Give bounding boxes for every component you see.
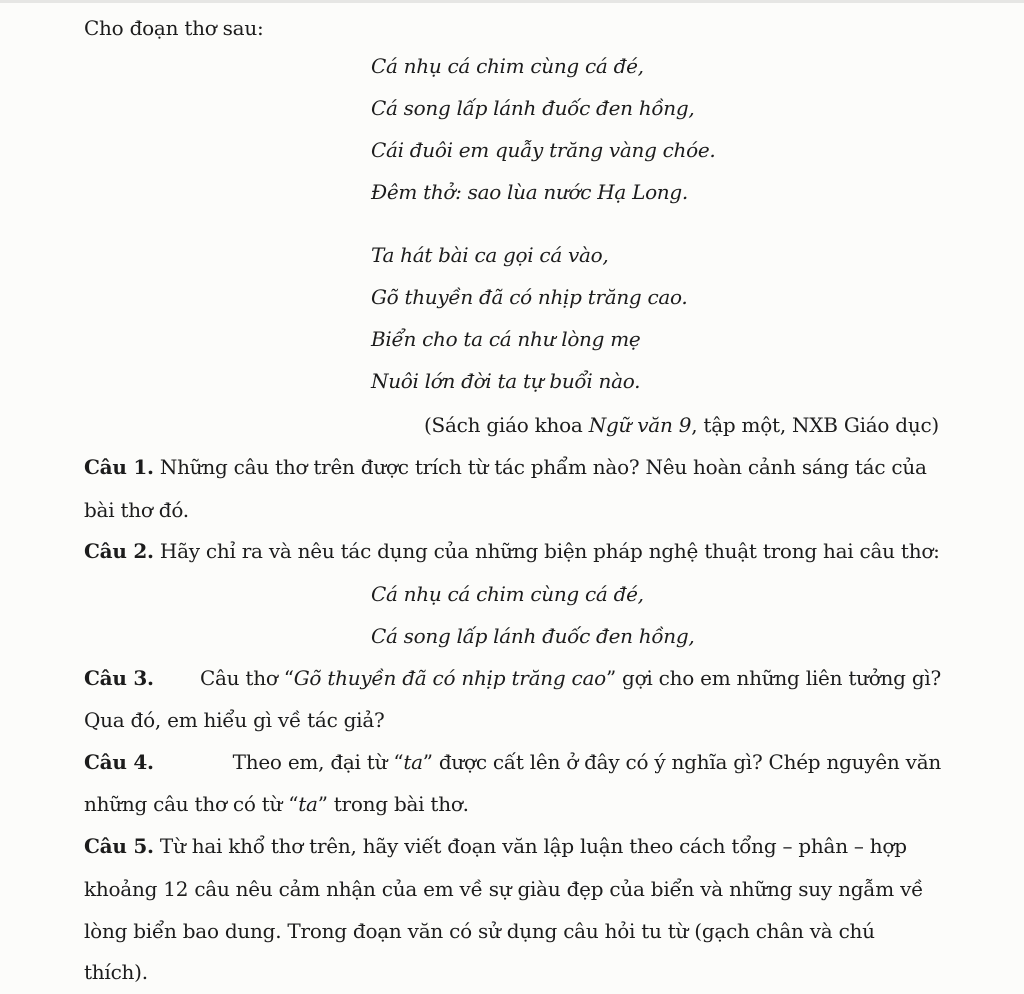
question-4-post: ” được cất lên ở đây có ý nghĩa gì? Chép nguyên văn — [422, 750, 941, 774]
question-4-line-2-pre: những câu thơ có từ “ — [84, 792, 299, 816]
question-4 — [84, 748, 941, 776]
source-suffix: , tập một, NXB Giáo dục) — [691, 413, 939, 437]
question-4-label: Câu 4. — [84, 750, 154, 774]
question-4-line-2-word: ta — [298, 792, 318, 816]
question-3-text — [200, 664, 941, 692]
question-5-line-3: lòng biển bao dung. Trong đoạn văn có sử dụng câu hỏi tu từ (gạch chân và chú — [84, 919, 875, 943]
poem-line-3: Cái đuôi em quẫy trăng vàng chóe. — [371, 138, 716, 162]
question-5-text: Từ hai khổ thơ trên, hãy viết đoạn văn lập luận theo cách tổng – phân – hợp — [159, 834, 907, 858]
question-1-label: Câu 1. — [84, 455, 154, 479]
question-2-text: Hãy chỉ ra và nêu tác dụng của những biện pháp nghệ thuật trong hai câu thơ: — [159, 539, 940, 563]
question-5-label: Câu 5. — [84, 834, 154, 858]
question-4-word: ta — [403, 750, 423, 774]
question-4-line-2-post: ” trong bài thơ. — [317, 792, 469, 816]
source-book: Ngữ văn 9 — [588, 413, 692, 437]
poem-line-8: Nuôi lớn đời ta tự buổi nào. — [371, 369, 641, 393]
question-1-line-2: bài thơ đó. — [84, 498, 189, 522]
poem-line-6: Gõ thuyền đã có nhịp trăng cao. — [371, 285, 688, 309]
poem-line-2: Cá song lấp lánh đuốc đen hồng, — [371, 96, 695, 120]
question-2-verse-1: Cá nhụ cá chim cùng cá đé, — [371, 582, 644, 606]
question-5-line-2: khoảng 12 câu nêu cảm nhận của em về sự giàu đẹp của biển và những suy ngẫm về — [84, 877, 924, 901]
question-2-verse-2: Cá song lấp lánh đuốc đen hồng, — [371, 624, 695, 648]
question-3-pre: Câu thơ “ — [199, 666, 294, 690]
question-5 — [84, 832, 907, 860]
question-3-line-2: Qua đó, em hiểu gì về tác giả? — [84, 708, 385, 732]
poem-line-1: Cá nhụ cá chim cùng cá đé, — [371, 54, 644, 78]
question-3 — [84, 664, 941, 692]
question-4-pre: Theo em, đại từ “ — [232, 750, 404, 774]
poem-line-7: Biển cho ta cá như lòng mẹ — [371, 327, 641, 351]
question-2 — [84, 537, 940, 565]
question-5-line-4: thích). — [84, 960, 148, 984]
question-4-text — [233, 748, 941, 776]
question-1 — [84, 453, 927, 481]
source-prefix: (Sách giáo khoa — [424, 413, 589, 437]
source-citation — [424, 411, 939, 439]
poem-line-5: Ta hát bài ca gọi cá vào, — [371, 243, 609, 267]
question-1-text: Những câu thơ trên được trích từ tác phẩm nào? Nêu hoàn cảnh sáng tác của — [159, 455, 927, 479]
intro-text: Cho đoạn thơ sau: — [84, 16, 264, 40]
question-3-post: ” gợi cho em những liên tưởng gì? — [605, 666, 941, 690]
question-3-quote: Gõ thuyền đã có nhịp trăng cao — [293, 666, 606, 690]
top-edge — [0, 0, 1024, 3]
poem-line-4: Đêm thở: sao lùa nước Hạ Long. — [371, 180, 688, 204]
question-2-label: Câu 2. — [84, 539, 154, 563]
question-4-line-2 — [84, 790, 469, 818]
question-3-label: Câu 3. — [84, 666, 154, 690]
